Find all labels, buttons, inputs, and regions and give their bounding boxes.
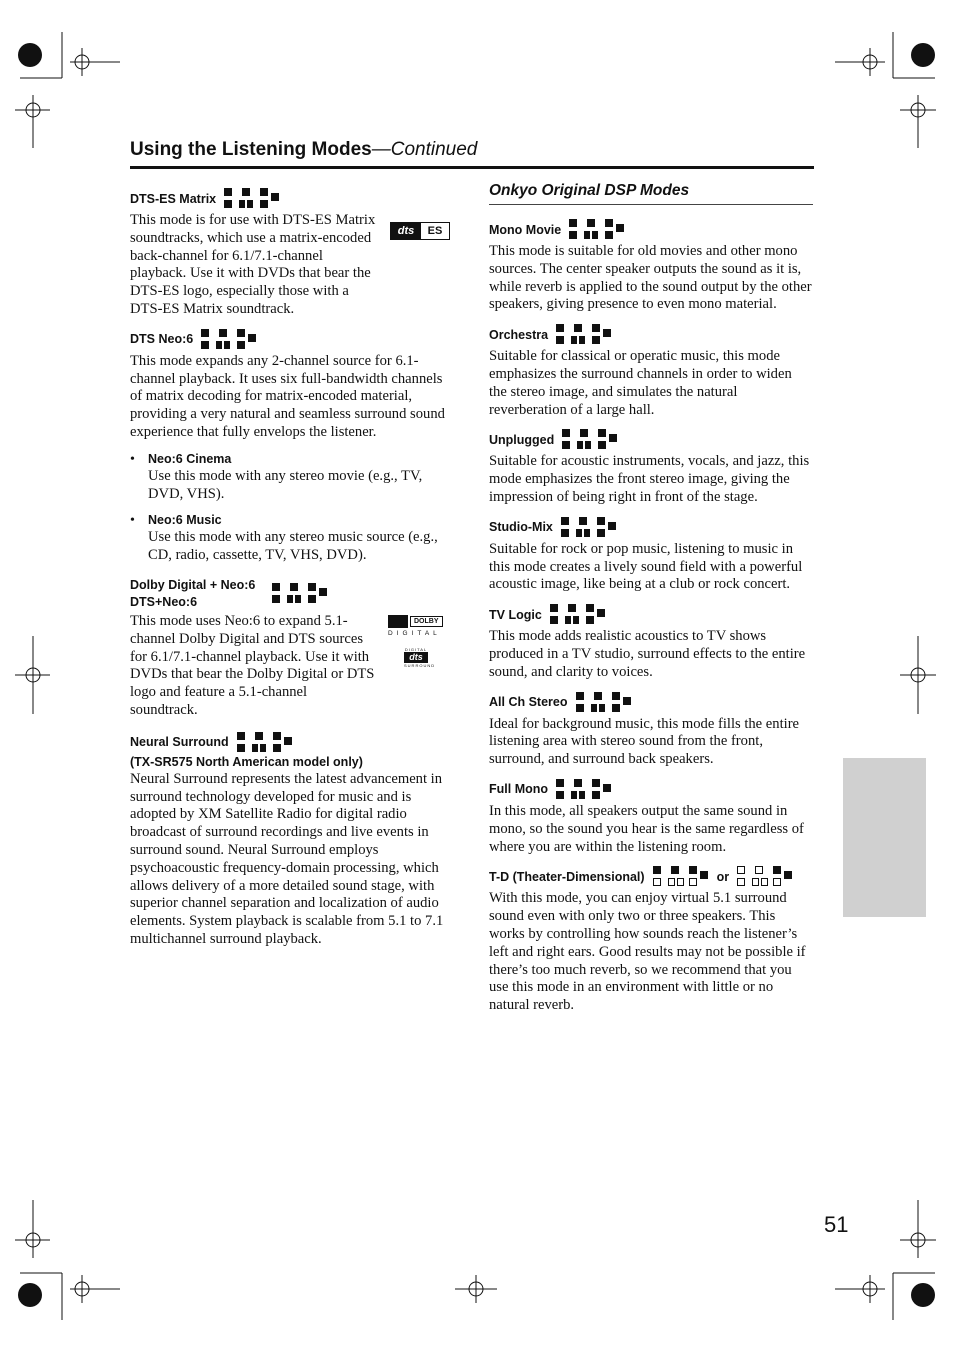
dts-es-matrix-heading: DTS-ES Matrix (130, 188, 456, 210)
speaker-icon (569, 219, 625, 241)
dsp-mode-text: In this mode, all speakers output the same sound in mono, so the sound you hear is the same regardless of where you are within the listening room. (489, 802, 804, 855)
right-column (489, 182, 813, 1015)
dsp-mode-heading: Orchestra (489, 324, 813, 346)
dsp-mode-item (489, 604, 813, 681)
dsp-mode-item (489, 324, 813, 419)
neural-surround-subheading: (TX-SR575 North American model only) (130, 754, 363, 769)
dolby-neo6-section: Dolby Digital + Neo:6 DTS+Neo:6 DOLBY DIGITAL DIGITAL dts SURROUND This mode uses Neo:6 to expand 5.1-channel Dolby Digital and DTS sources for 6.1/7.1-channel playback. Use it with DVDs that bear the Dolby Digital or DTS logo and feature a 5.1-channel soundtrack. (130, 577, 441, 718)
neural-surround-text: Neural Surround represents the latest advancement in surround technology developed for music and is adopted by XM Satellite Radio for digital radio broadcast of surround recordings and live events in surround sound. Neural Surround employs psychoacoustic frequency-domain processing, which allows delivery of a more detailed sound stage, with superior channel separation and localization of audio elements. System playback is scalable from 5.1 to 7.1 multichannel surround playback. (130, 770, 444, 947)
speaker-icon (653, 866, 709, 888)
dsp-mode-item (489, 517, 813, 594)
speaker-icon (224, 188, 280, 210)
dsp-mode-text: Suitable for classical or operatic music, this mode emphasizes the surround channels in order to widen the stereo image, and simulates the natural reverberation of a large hall. (489, 348, 792, 418)
dsp-mode-item (489, 219, 813, 314)
dts-neo6-text: This mode expands any 2-channel source for 6.1-channel playback. It uses six full-bandwidth channels of matrix decoding for matrix-encoded material, providing a very natural and seamless surround sound experience that fully envelops the listener. (130, 352, 445, 440)
dts-neo6-heading: DTS Neo:6 (130, 329, 456, 351)
dolby-neo6-text: This mode uses Neo:6 to expand 5.1-channel Dolby Digital and DTS sources for 6.1/7.1-channel playback. Use it with DVDs that bear the Dolby Digital or DTS logo and feature a 5.1-channel soundtrack. (130, 612, 375, 718)
dsp-mode-heading: Full Mono (489, 779, 813, 801)
dsp-mode-heading: TV Logic (489, 604, 813, 626)
dts-es-logo: dts ES (390, 222, 450, 240)
dsp-mode-text: Ideal for background music, this mode fills the entire listening area with stereo sound from the front, surround, and surround back speakers. (489, 715, 800, 768)
speaker-icon (737, 866, 793, 888)
dts-surround-logo: DIGITAL dts SURROUND (404, 646, 436, 668)
dsp-mode-heading: Mono Movie (489, 219, 813, 241)
list-item: • Neo:6 Cinema Use this mode with any stereo movie (e.g., TV, DVD, VHS). (130, 451, 423, 502)
speaker-icon (562, 429, 618, 451)
dsp-mode-text: This mode adds realistic acoustics to TV shows produced in a TV studio, surround effects to the entire sound, and clarity to voices. (489, 628, 806, 680)
dsp-mode-text: This mode is suitable for old movies and other mono sources. The center speaker outputs the sound as it is, while reverb is applied to the sound output by the other speakers, giving presence to even mono material. (489, 243, 812, 313)
speaker-icon (556, 779, 612, 801)
dsp-mode-heading: Studio-Mix (489, 517, 813, 539)
dsp-mode-heading: Unplugged (489, 429, 813, 451)
left-column (130, 188, 456, 949)
section-title: Onkyo Original DSP Modes (489, 182, 813, 205)
dsp-mode-text: Suitable for acoustic instruments, vocals, and jazz, this mode emphasizes the front stereo image, giving the impression of being right in front of the stage. (489, 453, 810, 505)
dsp-mode-item (489, 692, 813, 769)
page-header: Using the Listening Modes—Continued (130, 139, 478, 160)
dolby-digital-logo: DOLBY DIGITAL (388, 615, 443, 637)
td-heading: T-D (Theater-Dimensional) or (489, 866, 813, 888)
speaker-icon (237, 732, 293, 754)
page-number: 51 (824, 1212, 849, 1237)
speaker-icon (561, 517, 617, 539)
neural-surround-heading: Neural Surround (130, 732, 456, 754)
dsp-mode-item (489, 779, 813, 856)
speaker-icon (272, 583, 328, 605)
speaker-icon (550, 604, 606, 626)
speaker-icon (556, 324, 612, 346)
dts-es-matrix-text: This mode is for use with DTS-ES Matrix soundtracks, which use a matrix-encoded back-channel for 6.1/7.1-channel playback. Use it with DVDs that bear the DTS-ES logo, especially those with a DTS-ES Matrix soundtrack. (130, 212, 376, 317)
td-text: With this mode, you can enjoy virtual 5.1 surround sound even with only two or three speakers. This works by controlling how sounds reach the listener’s left and right ears. Good results may not be possible if there’s too much reverb, so we recommend that you use this mode in an environment with little or no natural reverb. (489, 890, 806, 1014)
dsp-mode-heading: All Ch Stereo (489, 692, 813, 714)
list-item: • Neo:6 Music Use this mode with any stereo music source (e.g., CD, radio, cassette, TV, VHS, DVD). (130, 513, 438, 564)
header-rule (130, 166, 814, 169)
dsp-mode-item (489, 429, 813, 506)
speaker-icon (201, 329, 257, 351)
speaker-icon (576, 692, 632, 714)
dsp-mode-text: Suitable for rock or pop music, listening to music in this mode creates a lively sound field with a powerful acoustic image, like being at a club or rock concert. (489, 540, 803, 593)
chapter-tab (843, 758, 926, 917)
